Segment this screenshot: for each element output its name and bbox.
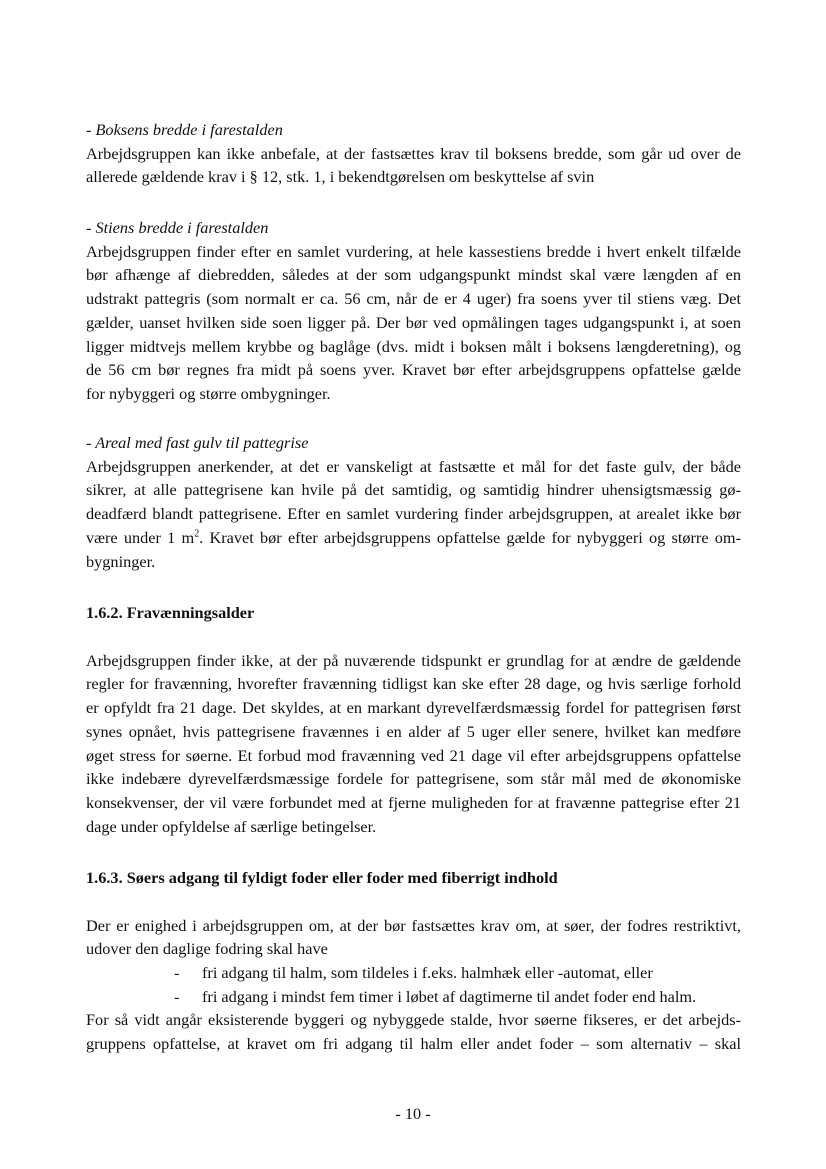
section-heading: 1.6.3. Søers adgang til fyldigt foder eller foder med fiberrigt indhold <box>86 868 558 887</box>
section-areal-fast-gulv <box>86 431 741 573</box>
section-1-6-3 <box>86 866 741 961</box>
text-line: konsekvenser, der vil være forbundet med at fjerne muligheden for at fravænne pattegrise efter 21 <box>86 792 741 812</box>
text-line: gælder, uanset hvilken side soen ligger på. Der bør ved opmålingen tages udgangspunkt i, at soen <box>86 312 741 332</box>
text-line: øget stress for søerne. Et forbud mod fravænning ved 21 dage vil efter arbejdsgruppens opfattelse <box>86 745 741 765</box>
section-1-6-2 <box>86 601 741 838</box>
text-fragment: være under 1 m <box>86 527 195 547</box>
list-item-text: fri adgang i mindst fem timer i løbet af dagtimerne til andet foder end halm. <box>202 986 697 1006</box>
text-line: bør afhænge af diebredden, således at der som udgangspunkt mindst skal være længden af en <box>86 265 741 285</box>
section-boksens-bredde <box>86 118 741 189</box>
text-line: gruppens opfattelse, at kravet om fri adgang til halm eller andet foder – som alternativ – skal <box>86 1033 741 1053</box>
text-line: ligger midtvejs mellem krybbe og baglåge (dvs. midt i boksen målt i boksens længderetning), og <box>86 336 741 356</box>
superscript: 2 <box>194 528 200 540</box>
text-line: deadfærd blandt pattegrisene. Efter en samlet vurdering finder arbejdsgruppen, at arealet ikke bør <box>86 504 741 524</box>
text-fragment: . Kravet bør efter arbejdsgruppens opfattelse gælde for nybyggeri og større om- <box>199 527 742 547</box>
text-line: de 56 cm bør regnes fra midt på soens yver. Kravet bør efter arbejdsgruppens opfattelse gælde <box>86 360 741 380</box>
bullet-dash: - <box>174 963 180 982</box>
bullet-dash: - <box>174 986 180 1006</box>
text-line: Der er enighed i arbejdsgruppen om, at der bør fastsættes krav om, at søer, der fodres restriktivt, <box>86 915 741 935</box>
text-line: bygninger. <box>86 551 156 571</box>
text-line: allerede gældende krav i § 12, stk. 1, i bekendtgørelsen om beskyttelse af svin <box>86 167 595 187</box>
list-item <box>174 961 696 985</box>
text-line: Arbejdsgruppen finder efter en samlet vurdering, at hele kassestiens bredde i hvert enkelt tilfælde <box>86 241 741 261</box>
subheading: - Boksens bredde i farestalden <box>86 120 283 139</box>
text-line: dage under opfyldelse af særlige betingelser. <box>86 816 377 836</box>
section-heading: 1.6.2. Fravænningsalder <box>86 603 255 622</box>
text-line: for nybyggeri og større ombygninger. <box>86 383 331 403</box>
text-line: For så vidt angår eksisterende byggeri og nybyggede stalde, hvor søerne fikseres, er det arbejds- <box>86 1010 741 1029</box>
page-number: - 10 - <box>395 1104 431 1123</box>
section-stiens-bredde <box>86 216 741 406</box>
text-line: udover den daglige fodring skal have <box>86 939 328 959</box>
section-1-6-3-continued <box>86 1008 741 1055</box>
list-item-text: fri adgang til halm, som tildeles i f.eks. halmhæk eller -automat, eller <box>202 963 653 982</box>
text-line <box>86 526 741 550</box>
list-item <box>174 985 696 1009</box>
text-line: Arbejdsgruppen kan ikke anbefale, at der fastsættes krav til boksens bredde, som går ud over de <box>86 143 741 163</box>
text-line: Arbejdsgruppen finder ikke, at der på nuværende tidspunkt er grundlag for at ændre de gældende <box>86 650 741 670</box>
text-line: sikrer, at alle pattegrisene kan hvile på det samtidig, og samtidig hindrer uhensigtsmæssig gø- <box>86 480 741 500</box>
text-line: synes opnået, hvis pattegrisene fravænnes i en alder af 5 uger eller senere, hvilket kan medføre <box>86 721 741 741</box>
text-line: regler for fravænning, hvorefter fravænning tidligst kan ske efter 28 dage, og hvis særlige forhold <box>86 674 741 694</box>
subheading: - Areal med fast gulv til pattegrise <box>86 433 309 452</box>
bullet-list <box>174 961 696 1008</box>
text-line: udstrakt pattegris (som normalt er ca. 56 cm, når de er 4 uger) fra soens yver til stiens væg. Det <box>86 289 741 309</box>
text-line: er opfyldt fra 21 dage. Det skyldes, at en markant dyrevelfærdsmæssig fordel for pattegrisen først <box>86 698 741 718</box>
text-line: Arbejdsgruppen anerkender, at det er vanskeligt at fastsætte et mål for det faste gulv, der både <box>86 456 741 476</box>
text-line: ikke indebære dyrevelfærdsmæssige fordele for pattegrisene, som står mål med de økonomiske <box>86 769 741 789</box>
subheading: - Stiens bredde i farestalden <box>86 218 269 237</box>
